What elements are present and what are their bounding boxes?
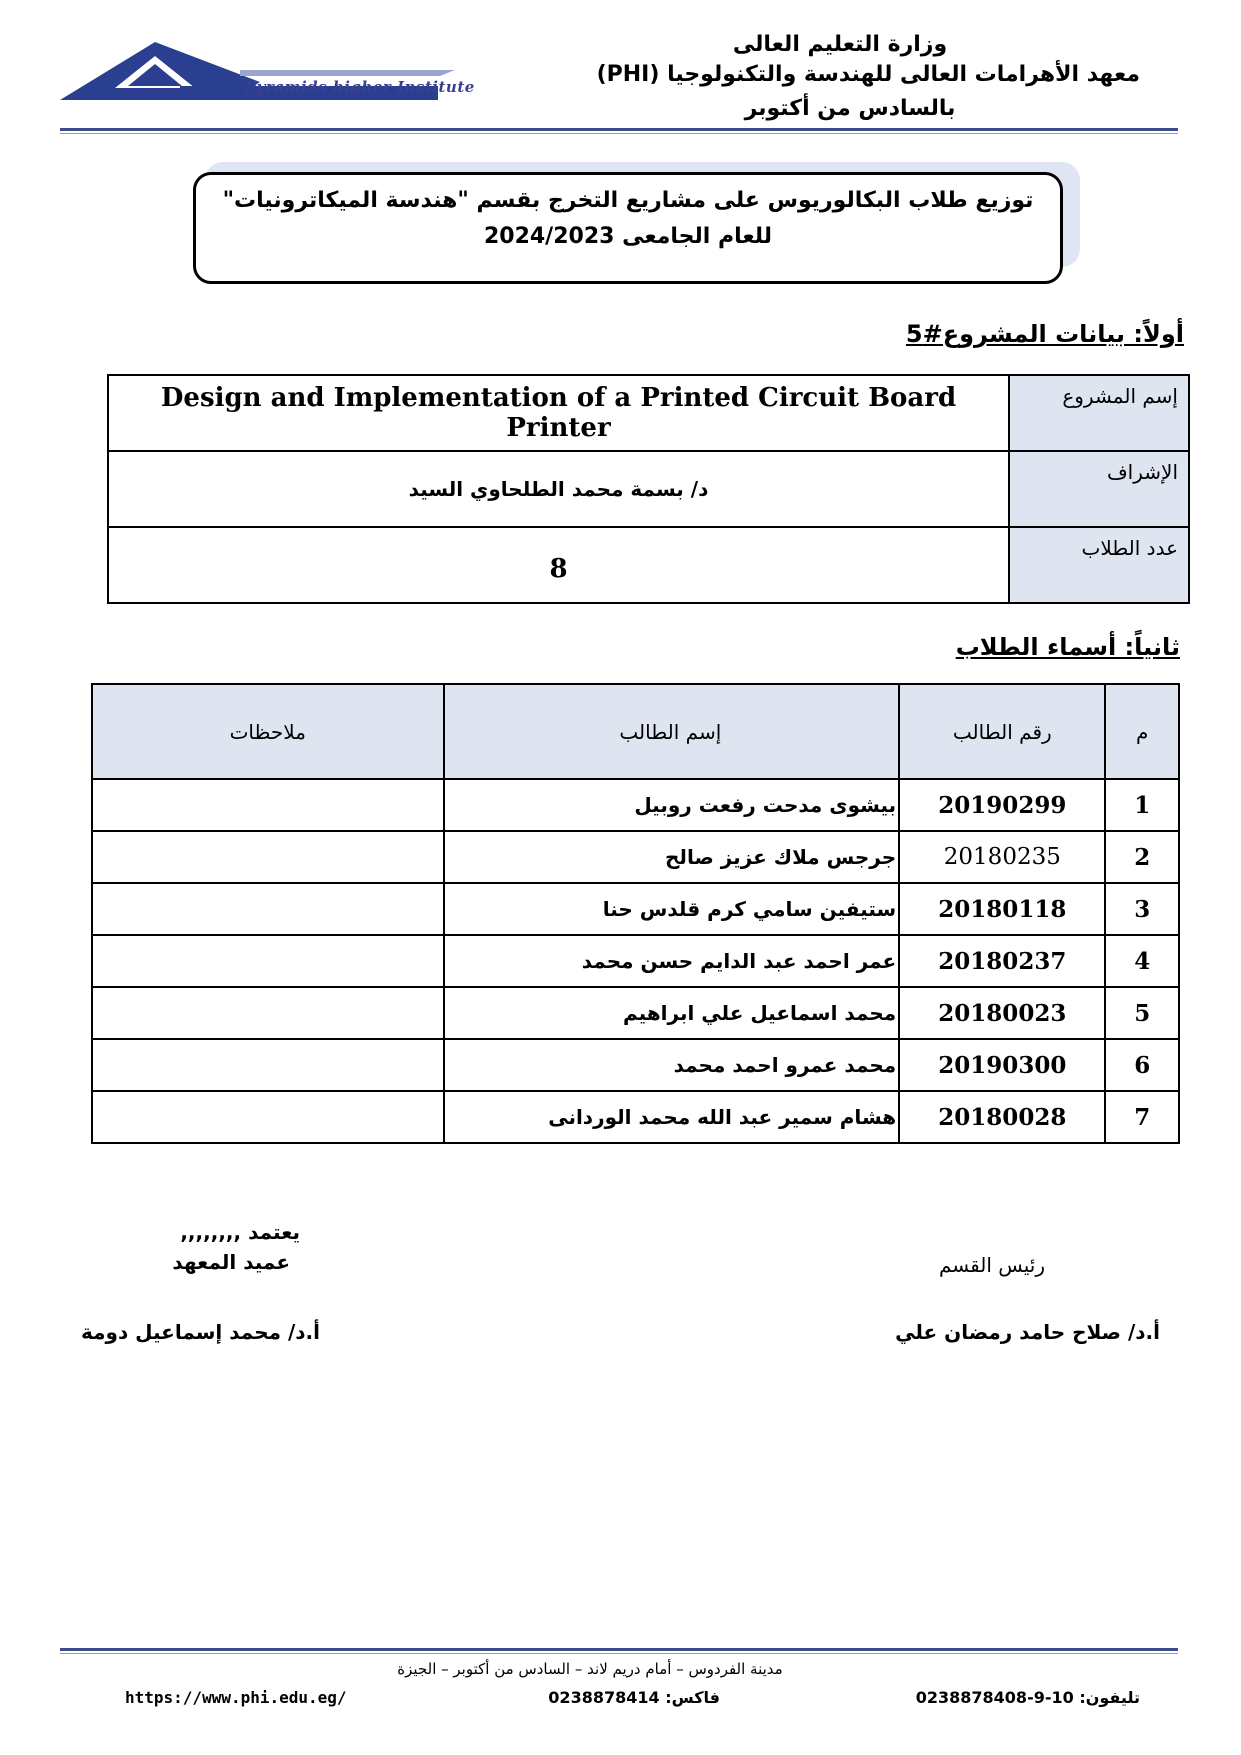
logo-subtitle: P.H.I. For Engineering And Technology: [200, 100, 365, 110]
notes-cell: [92, 1039, 444, 1091]
approval-label: يعتمد ,,,,,,,,: [180, 1220, 300, 1244]
row-index: 2: [1105, 831, 1179, 883]
student-name: جرجس ملاك عزيز صالح: [444, 831, 900, 883]
dean-title: عميد المعهد: [172, 1250, 290, 1274]
ministry-name: وزارة التعليم العالى: [732, 32, 948, 57]
institute-location: بالسادس من أكتوبر: [744, 96, 956, 121]
head-of-department-title: رئيس القسم: [938, 1253, 1045, 1277]
col-notes: ملاحظات: [92, 684, 444, 779]
student-id: 20180023: [899, 987, 1105, 1039]
project-table: [107, 374, 1190, 604]
project-title-cell: [108, 375, 1009, 451]
row-index: 4: [1105, 935, 1179, 987]
notes-cell: [92, 883, 444, 935]
footer-website[interactable]: https://www.phi.edu.eg/: [125, 1688, 347, 1707]
students-section-heading: ثانياً: أسماء الطلاب: [955, 633, 1180, 661]
student-name: عمر احمد عبد الدايم حسن محمد: [444, 935, 900, 987]
table-header-row: [92, 684, 1179, 779]
col-student-id: رقم الطالب: [899, 684, 1105, 779]
document-title: توزيع طلاب البكالوريوس على مشاريع التخرج بقسم "هندسة الميكاترونيات": [222, 188, 1034, 213]
student-name: هشام سمير عبد الله محمد الوردانى: [444, 1091, 900, 1143]
supervision-label: الإشراف: [1009, 451, 1189, 527]
student-name: محمد اسماعيل علي ابراهيم: [444, 987, 900, 1039]
supervisor-cell: [108, 451, 1009, 527]
table-row: [108, 375, 1189, 451]
project-name-label: إسم المشروع: [1009, 375, 1189, 451]
student-count-label: عدد الطلاب: [1009, 527, 1189, 603]
logo-name: Pyramids higher Institute: [245, 78, 475, 96]
student-count: 8: [549, 554, 568, 584]
table-row: [92, 935, 1179, 987]
student-id: 20190299: [899, 779, 1105, 831]
students-table: [91, 683, 1180, 1144]
head-of-department-name: أ.د/ صلاح حامد رمضان علي: [895, 1320, 1160, 1344]
student-id: 20190300: [899, 1039, 1105, 1091]
student-count-cell: [108, 527, 1009, 603]
footer-rule: [60, 1648, 1178, 1651]
academic-year: للعام الجامعى 2024/2023: [483, 224, 773, 249]
student-name: بيشوى مدحت رفعت روبيل: [444, 779, 900, 831]
table-row: [92, 831, 1179, 883]
table-row: [92, 883, 1179, 935]
row-index: 1: [1105, 779, 1179, 831]
notes-cell: [92, 779, 444, 831]
student-id: 20180237: [899, 935, 1105, 987]
student-id: 20180028: [899, 1091, 1105, 1143]
footer-address: مدينة الفردوس – أمام دريم لاند – السادس من أكتوبر – الجيزة: [397, 1660, 783, 1678]
student-id: 20180235: [899, 831, 1105, 883]
notes-cell: [92, 935, 444, 987]
row-index: 3: [1105, 883, 1179, 935]
footer-rule-thin: [60, 1653, 1178, 1654]
notes-cell: [92, 987, 444, 1039]
student-id: 20180118: [899, 883, 1105, 935]
table-row: [108, 451, 1189, 527]
table-row: [108, 527, 1189, 603]
table-row: [92, 1091, 1179, 1143]
footer-phone: تليفون: 10-9-0238878408: [915, 1688, 1140, 1707]
row-index: 5: [1105, 987, 1179, 1039]
notes-cell: [92, 831, 444, 883]
institute-name: معهد الأهرامات العالى للهندسة والتكنولوجيا (PHI): [596, 62, 1140, 87]
header-rule-thin: [60, 133, 1178, 134]
student-name: محمد عمرو احمد محمد: [444, 1039, 900, 1091]
project-section-heading: أولاً: بيانات المشروع#5: [905, 320, 1184, 348]
row-index: 7: [1105, 1091, 1179, 1143]
dean-name: أ.د/ محمد إسماعيل دومة: [81, 1320, 320, 1344]
project-title: Design and Implementation of a Printed Circuit Board Printer: [160, 383, 957, 443]
footer-fax: فاكس: 0238878414: [548, 1688, 720, 1707]
row-index: 6: [1105, 1039, 1179, 1091]
col-index: م: [1105, 684, 1179, 779]
header-rule: [60, 128, 1178, 131]
supervisor-name: د/ بسمة محمد الطلحاوي السيد: [408, 477, 709, 501]
table-row: [92, 779, 1179, 831]
table-row: [92, 1039, 1179, 1091]
table-row: [92, 987, 1179, 1039]
student-name: ستيفين سامي كرم قلدس حنا: [444, 883, 900, 935]
col-student-name: إسم الطالب: [444, 684, 900, 779]
notes-cell: [92, 1091, 444, 1143]
